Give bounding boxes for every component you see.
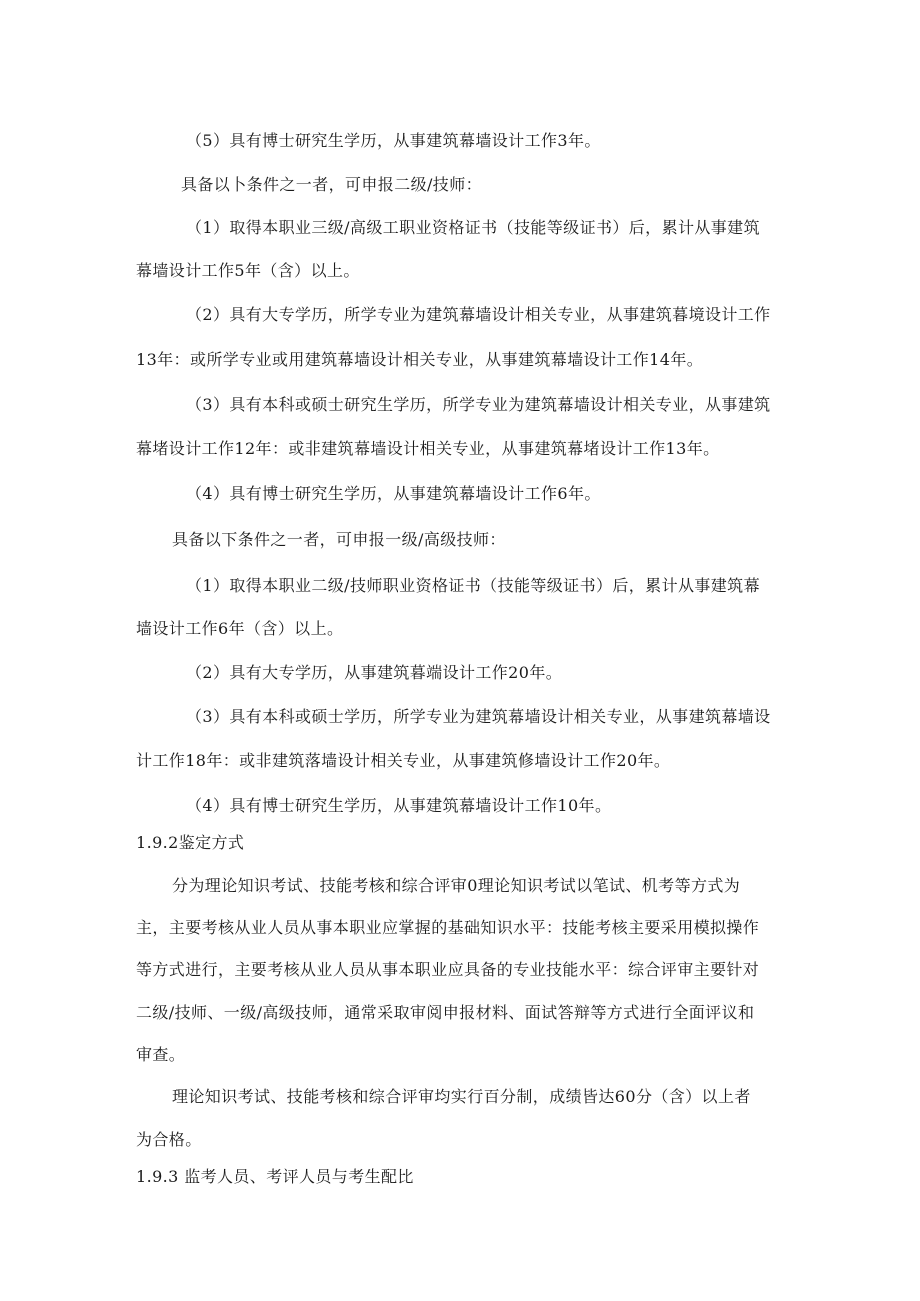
section-intro-line: 具备以下条件之一者，可申报一级/高级技师： <box>172 530 506 549</box>
paragraph-line: 为合格。 <box>136 1130 202 1149</box>
paragraph-line: （2）具有大专学历，从事建筑暮端设计工作20年。 <box>186 663 563 682</box>
paragraph-line: （1）取得本职业二级/技师职业资格证书（技能等级证书）后，累计从事建筑幕 <box>186 576 760 595</box>
paragraph-line: 分为理论知识考试、技能考核和综合评审0理论知识考试以笔试、机考等方式为 <box>172 876 741 895</box>
paragraph-line: 13年：或所学专业或用建筑幕墙设计相关专业，从事建筑幕墙设计工作14年。 <box>136 350 704 369</box>
paragraph-line: （5）具有博士研究生学历，从事建筑幕墙设计工作3年。 <box>186 131 601 150</box>
section-intro-line: 具备以卜条件之一者，可申报二级/技师： <box>181 175 482 194</box>
paragraph-line: 等方式进行，主要考核从业人员从事本职业应具备的专业技能水平：综合评审主要针对 <box>136 960 760 979</box>
paragraph-line: 幕墙设计工作5年（含）以上。 <box>136 261 360 280</box>
paragraph-line: 主，主要考核从业人员从事本职业应掌握的基础知识水平：技能考核主要采用模拟操作 <box>136 918 760 937</box>
section-heading: 1.9.3 监考人员、考评人员与考生配比 <box>136 1167 414 1186</box>
paragraph-line: 审查。 <box>136 1045 186 1064</box>
section-heading: 1.9.2鉴定方式 <box>136 833 245 852</box>
paragraph-line: 幕堵设计工作12年：或非建筑幕墙设计相关专业，从事建筑幕堵设计工作13年。 <box>136 439 720 458</box>
paragraph-line: （2）具有大专学历，所学专业为建筑幕墙设计相关专业，从事建筑暮境设计工作 <box>186 305 771 324</box>
paragraph-line: 二级/技师、一级/高级技师，通常采取审阅申报材料、面试答辩等方式进行全面评议和 <box>136 1003 755 1022</box>
paragraph-line: （1）取得本职业三级/高级工职业资格证书（技能等级证书）后，累计从事建筑 <box>186 218 760 237</box>
paragraph-line: （3）具有本科或硕士学历，所学专业为建筑幕墙设计相关专业，从事建筑幕墙设 <box>186 707 771 726</box>
paragraph-line: 墙设计工作6年（含）以上。 <box>136 619 344 638</box>
paragraph-line: （3）具有本科或硕士研究生学历，所学专业为建筑幕墙设计相关专业，从事建筑 <box>186 395 771 414</box>
paragraph-line: （4）具有博士研究生学历，从事建筑幕墙设计工作10年。 <box>186 796 612 815</box>
paragraph-line: 计工作18年：或非建筑落墙设计相关专业，从事建筑修墙设计工作20年。 <box>136 751 671 770</box>
paragraph-line: （4）具有博士研究生学历，从事建筑幕墙设计工作6年。 <box>186 484 601 503</box>
paragraph-line: 理论知识考试、技能考核和综合评审均实行百分制，成绩皆达60分（含）以上者 <box>172 1087 751 1106</box>
